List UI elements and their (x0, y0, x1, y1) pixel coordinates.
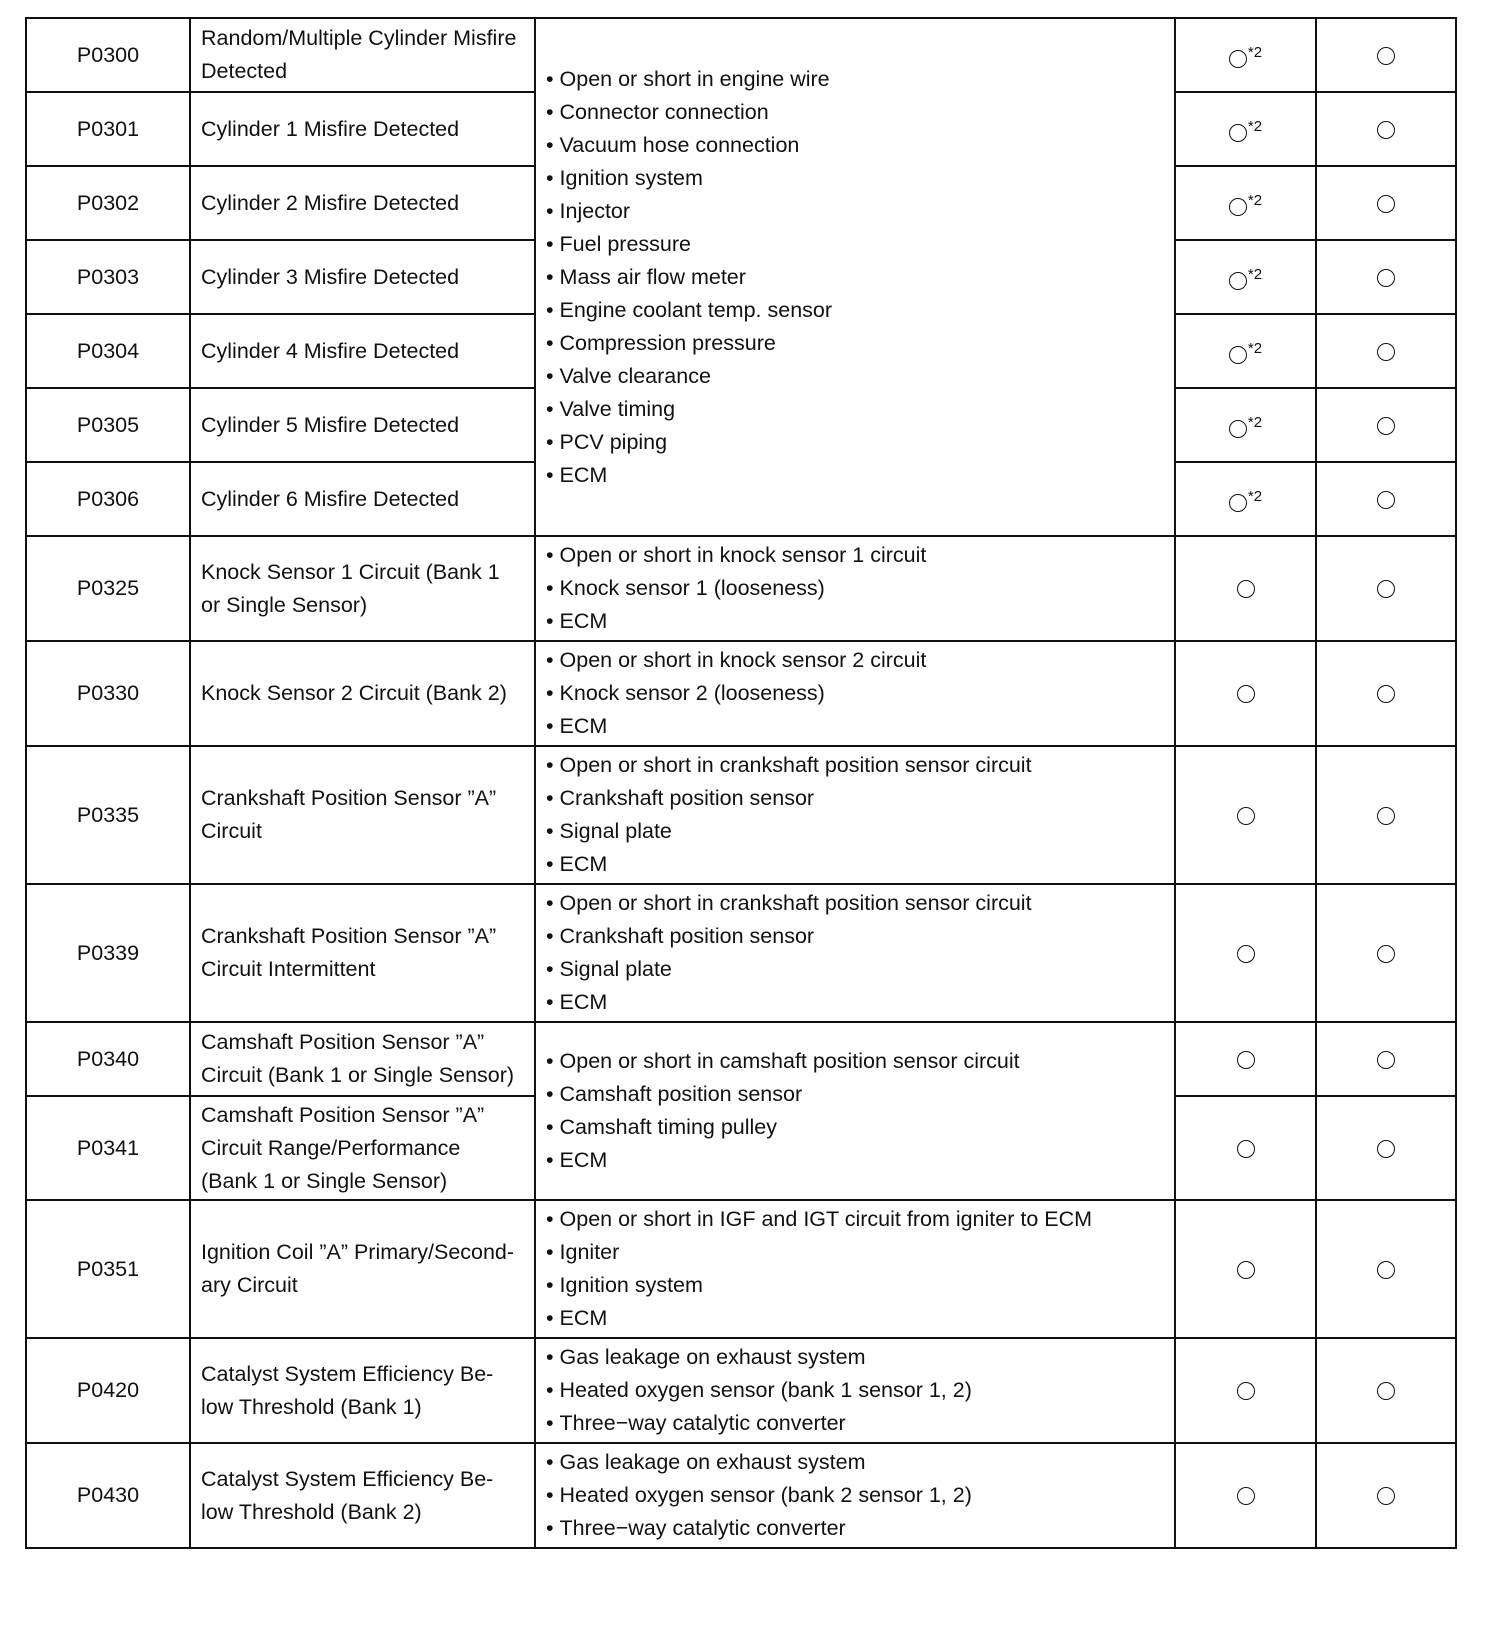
mil-cell (1175, 641, 1316, 746)
dtc-code: P0340 (26, 1022, 190, 1096)
detection-item-line: Cylinder 3 Misfire Detected (201, 264, 460, 289)
memory-cell (1316, 1200, 1456, 1338)
trouble-area-item: • Open or short in camshaft position sensor circuit (546, 1045, 1164, 1078)
dtc-code: P0330 (26, 641, 190, 746)
mil-mark (1229, 110, 1262, 149)
mil-cell (1175, 166, 1316, 240)
dtc-detection-item (190, 166, 535, 240)
mil-mark (1237, 572, 1255, 605)
mil-mark (1237, 1132, 1255, 1165)
trouble-area-item: • Knock sensor 1 (looseness) (546, 572, 1164, 605)
trouble-area-item: • Ignition system (546, 162, 1164, 195)
trouble-area-item: • Fuel pressure (546, 228, 1164, 261)
trouble-area-item: • Open or short in knock sensor 2 circuit (546, 644, 1164, 677)
dtc-code: P0304 (26, 314, 190, 388)
dtc-code: P0325 (26, 536, 190, 641)
mil-cell (1175, 1338, 1316, 1443)
trouble-area-item: • Open or short in IGF and IGT circuit from igniter to ECM (546, 1203, 1164, 1236)
circle-icon (1377, 1487, 1395, 1505)
trouble-area-item: • Compression pressure (546, 327, 1164, 360)
memory-cell (1316, 1443, 1456, 1548)
circle-icon (1237, 580, 1255, 598)
memory-cell (1316, 641, 1456, 746)
footnote-ref: *2 (1247, 487, 1263, 505)
trouble-area-item: • Crankshaft position sensor (546, 782, 1164, 815)
mil-cell (1175, 884, 1316, 1022)
footnote-ref: *2 (1247, 117, 1263, 135)
mil-cell (1175, 314, 1316, 388)
memory-cell (1316, 1096, 1456, 1200)
mil-cell (1175, 18, 1316, 92)
detection-item-line: Cylinder 2 Misfire Detected (201, 190, 460, 215)
mil-cell (1175, 746, 1316, 884)
detection-item-line: Camshaft Position Sensor ”A” (201, 1102, 485, 1127)
dtc-detection-item (190, 746, 535, 884)
trouble-area-item: • Gas leakage on exhaust system (546, 1341, 1164, 1374)
dtc-detection-item (190, 1022, 535, 1096)
trouble-area-item: • Camshaft timing pulley (546, 1111, 1164, 1144)
dtc-detection-item (190, 18, 535, 92)
trouble-area-item: • Three−way catalytic converter (546, 1512, 1164, 1545)
circle-icon (1229, 124, 1247, 142)
circle-icon (1377, 1261, 1395, 1279)
detection-item-line: Crankshaft Position Sensor ”A” (201, 786, 497, 810)
detection-item-line: Circuit (201, 819, 262, 843)
trouble-area-list (546, 1045, 1164, 1177)
circle-icon (1377, 945, 1395, 963)
trouble-area-item: • ECM (546, 986, 1164, 1019)
dtc-code: P0305 (26, 388, 190, 462)
trouble-area-item: • Heated oxygen sensor (bank 1 sensor 1, 2) (546, 1374, 1164, 1407)
mil-mark (1237, 799, 1255, 832)
footnote-ref: *2 (1247, 191, 1263, 209)
circle-icon (1377, 417, 1395, 435)
trouble-area-list (546, 749, 1164, 881)
trouble-area (535, 641, 1175, 746)
detection-item-line: Knock Sensor 2 Circuit (Bank 2) (201, 681, 507, 705)
trouble-area-item: • Gas leakage on exhaust system (546, 1446, 1164, 1479)
dtc-table (25, 17, 1457, 1549)
trouble-area-item: • Valve timing (546, 393, 1164, 426)
circle-icon (1377, 1051, 1395, 1069)
detection-item-line: low Threshold (Bank 2) (201, 1499, 422, 1524)
trouble-area-item: • Open or short in engine wire (546, 63, 1164, 96)
circle-icon (1229, 346, 1247, 364)
mil-mark (1229, 480, 1262, 519)
mil-mark (1229, 36, 1262, 75)
trouble-area-item: • Open or short in crankshaft position sensor circuit (546, 887, 1164, 920)
memory-cell (1316, 18, 1456, 92)
memory-cell (1316, 314, 1456, 388)
detection-item-line: Detected (201, 59, 288, 83)
dtc-detection-item (190, 884, 535, 1022)
mil-mark (1229, 258, 1262, 297)
memory-cell (1316, 166, 1456, 240)
trouble-area-item: • PCV piping (546, 426, 1164, 459)
trouble-area-item: • Ignition system (546, 1269, 1164, 1302)
trouble-area-item: • Signal plate (546, 815, 1164, 848)
table-row (26, 1443, 1456, 1548)
dtc-detection-item (190, 314, 535, 388)
detection-item-line: Cylinder 1 Misfire Detected (201, 116, 460, 141)
circle-icon (1229, 272, 1247, 290)
trouble-area-item: • ECM (546, 459, 1164, 492)
detection-item-line: Ignition Coil ”A” Primary/Second- (201, 1240, 515, 1264)
trouble-area (535, 1022, 1175, 1200)
mil-cell (1175, 1443, 1316, 1548)
circle-icon (1229, 420, 1247, 438)
trouble-area-item: • Open or short in crankshaft position sensor circuit (546, 749, 1164, 782)
detection-item-line: Cylinder 4 Misfire Detected (201, 338, 460, 363)
mil-mark (1237, 677, 1255, 710)
memory-cell (1316, 462, 1456, 536)
trouble-area (535, 746, 1175, 884)
circle-icon (1377, 580, 1395, 598)
detection-item-line: low Threshold (Bank 1) (201, 1394, 422, 1419)
dtc-detection-item (190, 536, 535, 641)
trouble-area (535, 536, 1175, 641)
detection-item-line: Catalyst System Efficiency Be- (201, 1466, 494, 1491)
circle-icon (1237, 1140, 1255, 1158)
trouble-area-item: • Vacuum hose connection (546, 129, 1164, 162)
circle-icon (1377, 1382, 1395, 1400)
detection-item-line: Knock Sensor 1 Circuit (Bank 1 (201, 559, 500, 584)
mil-mark (1229, 184, 1262, 223)
table-row (26, 884, 1456, 1022)
circle-icon (1237, 685, 1255, 703)
dtc-code: P0335 (26, 746, 190, 884)
mil-cell (1175, 1022, 1316, 1096)
memory-cell (1316, 1022, 1456, 1096)
circle-icon (1377, 47, 1395, 65)
table-row (26, 746, 1456, 884)
table-row (26, 1200, 1456, 1338)
mil-mark (1237, 1043, 1255, 1076)
trouble-area-item: • Signal plate (546, 953, 1164, 986)
memory-cell (1316, 536, 1456, 641)
detection-item-line: or Single Sensor) (201, 592, 368, 617)
circle-icon (1229, 50, 1247, 68)
table-row (26, 1338, 1456, 1443)
footnote-ref: *2 (1247, 339, 1263, 357)
dtc-code: P0430 (26, 1443, 190, 1548)
dtc-code: P0420 (26, 1338, 190, 1443)
trouble-area-item: • ECM (546, 1302, 1164, 1335)
circle-icon (1237, 1382, 1255, 1400)
detection-item-line: ary Circuit (201, 1273, 298, 1297)
circle-icon (1377, 121, 1395, 139)
circle-icon (1237, 1051, 1255, 1069)
dtc-detection-item (190, 1096, 535, 1200)
table-row (26, 536, 1456, 641)
mil-mark (1229, 332, 1262, 371)
detection-item-line: Cylinder 6 Misfire Detected (201, 486, 460, 511)
trouble-area-item: • ECM (546, 848, 1164, 881)
dtc-detection-item (190, 1443, 535, 1548)
trouble-area-item: • ECM (546, 1144, 1164, 1177)
table-row (26, 1022, 1456, 1096)
trouble-area-item: • Open or short in knock sensor 1 circuit (546, 539, 1164, 572)
circle-icon (1229, 494, 1247, 512)
circle-icon (1237, 807, 1255, 825)
dtc-detection-item (190, 1200, 535, 1338)
mil-cell (1175, 92, 1316, 166)
circle-icon (1237, 1261, 1255, 1279)
memory-cell (1316, 92, 1456, 166)
circle-icon (1377, 269, 1395, 287)
mil-mark (1237, 1374, 1255, 1407)
trouble-area-item: • Igniter (546, 1236, 1164, 1269)
dtc-detection-item (190, 92, 535, 166)
trouble-area-list (546, 887, 1164, 1019)
memory-cell (1316, 746, 1456, 884)
trouble-area-item: • Connector connection (546, 96, 1164, 129)
detection-item-line: Camshaft Position Sensor ”A” (201, 1030, 485, 1054)
trouble-area-item: • Three−way catalytic converter (546, 1407, 1164, 1440)
mil-mark (1237, 1253, 1255, 1286)
circle-icon (1237, 945, 1255, 963)
memory-cell (1316, 388, 1456, 462)
detection-item-line: Crankshaft Position Sensor ”A” (201, 924, 497, 948)
circle-icon (1229, 198, 1247, 216)
trouble-area-item: • ECM (546, 710, 1164, 743)
dtc-detection-item (190, 1338, 535, 1443)
memory-cell (1316, 884, 1456, 1022)
dtc-code: P0300 (26, 18, 190, 92)
circle-icon (1237, 1487, 1255, 1505)
trouble-area-item: • Valve clearance (546, 360, 1164, 393)
dtc-detection-item (190, 388, 535, 462)
mil-cell (1175, 240, 1316, 314)
footnote-ref: *2 (1247, 43, 1263, 61)
dtc-code: P0339 (26, 884, 190, 1022)
trouble-area-item: • Camshaft position sensor (546, 1078, 1164, 1111)
detection-item-line: Cylinder 5 Misfire Detected (201, 412, 460, 437)
mil-cell (1175, 536, 1316, 641)
mil-cell (1175, 1200, 1316, 1338)
dtc-table-body (26, 18, 1456, 1548)
trouble-area-item: • ECM (546, 605, 1164, 638)
footnote-ref: *2 (1247, 413, 1263, 431)
trouble-area (535, 1338, 1175, 1443)
trouble-area-item: • Crankshaft position sensor (546, 920, 1164, 953)
mil-mark (1237, 937, 1255, 970)
table-row (26, 641, 1456, 746)
trouble-area-list (546, 644, 1164, 743)
trouble-area (535, 1443, 1175, 1548)
trouble-area-item: • Engine coolant temp. sensor (546, 294, 1164, 327)
mil-mark (1237, 1479, 1255, 1512)
memory-cell (1316, 240, 1456, 314)
dtc-code: P0303 (26, 240, 190, 314)
detection-item-line: Catalyst System Efficiency Be- (201, 1361, 494, 1386)
trouble-area (535, 18, 1175, 536)
trouble-area (535, 1200, 1175, 1338)
trouble-area-list (546, 63, 1164, 492)
trouble-area-item: • Heated oxygen sensor (bank 2 sensor 1, 2) (546, 1479, 1164, 1512)
detection-item-line: Circuit Range/Performance (201, 1135, 461, 1160)
mil-cell (1175, 1096, 1316, 1200)
trouble-area-list (546, 1341, 1164, 1440)
mil-mark (1229, 406, 1262, 445)
dtc-code: P0301 (26, 92, 190, 166)
circle-icon (1377, 491, 1395, 509)
dtc-detection-item (190, 462, 535, 536)
dtc-code: P0341 (26, 1096, 190, 1200)
circle-icon (1377, 195, 1395, 213)
trouble-area-item: • Injector (546, 195, 1164, 228)
trouble-area-item: • Knock sensor 2 (looseness) (546, 677, 1164, 710)
circle-icon (1377, 1140, 1395, 1158)
dtc-code: P0351 (26, 1200, 190, 1338)
trouble-area-list (546, 539, 1164, 638)
mil-cell (1175, 388, 1316, 462)
detection-item-line: Random/Multiple Cylinder Misfire (201, 26, 517, 50)
mil-cell (1175, 462, 1316, 536)
memory-cell (1316, 1338, 1456, 1443)
trouble-area (535, 884, 1175, 1022)
table-row (26, 18, 1456, 92)
dtc-code: P0302 (26, 166, 190, 240)
trouble-area-list (546, 1446, 1164, 1545)
detection-item-line: Circuit (Bank 1 or Single Sensor) (201, 1063, 515, 1087)
dtc-code: P0306 (26, 462, 190, 536)
circle-icon (1377, 343, 1395, 361)
footnote-ref: *2 (1247, 265, 1263, 283)
circle-icon (1377, 807, 1395, 825)
dtc-detection-item (190, 641, 535, 746)
detection-item-line: Circuit Intermittent (201, 957, 376, 981)
detection-item-line: (Bank 1 or Single Sensor) (201, 1168, 448, 1193)
dtc-detection-item (190, 240, 535, 314)
trouble-area-list (546, 1203, 1164, 1335)
circle-icon (1377, 685, 1395, 703)
trouble-area-item: • Mass air flow meter (546, 261, 1164, 294)
